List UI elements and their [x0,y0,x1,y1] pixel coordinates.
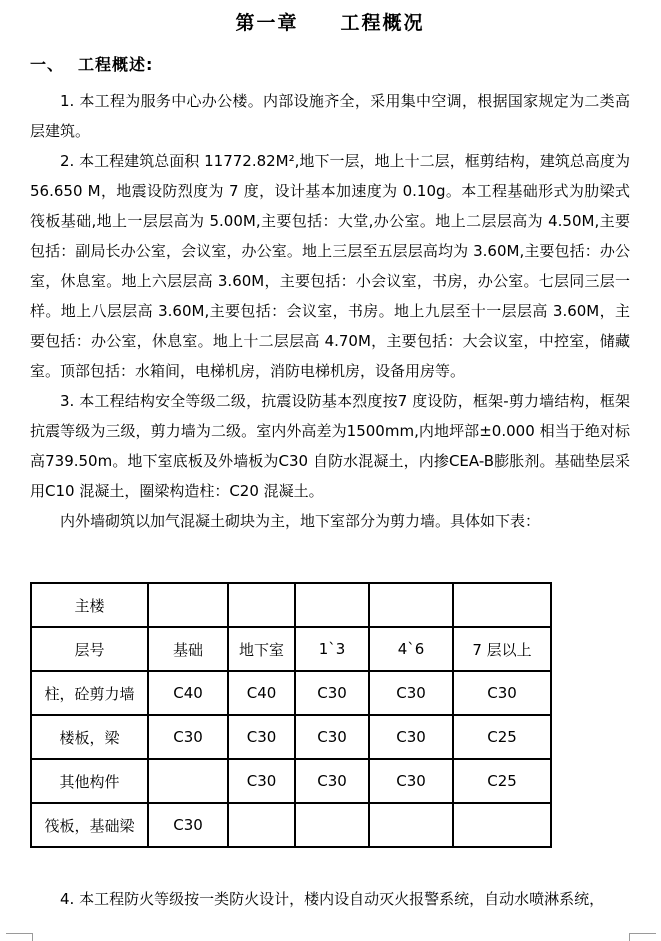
table-cell: C30 [148,715,228,759]
table-cell [228,583,295,627]
table-cell [369,583,453,627]
chapter-name: 工程概况 [340,12,425,34]
concrete-grade-table [30,582,552,848]
table-cell: 柱，砼剪力墙 [31,671,148,715]
table-cell: C30 [228,715,295,759]
paragraph-4: 内外墙砌筑以加气混凝土砌块为主，地下室部分为剪力墙。具体如下表： [60,512,541,530]
table-cell: C30 [295,671,369,715]
paragraph-3: 3. 本工程结构安全等级二级，抗震设防基本烈度按7 度设防，框架-剪力墙结构，框架抗震等级为三级，剪力墙为二级。室内外高差为1500mm,内地坪部±0.000 相当于绝对标高739.50m。地下室底板及外墙板为C30 自防水混凝土，内掺CEA-B膨胀剂。基础垫层采用C10 混凝土，圈梁构造柱：C20 混凝土。 [30,392,630,500]
table-row [31,671,551,715]
table-cell: 其他构件 [31,759,148,803]
table-cell: C30 [369,759,453,803]
table-row [31,583,551,627]
chapter-number: 第一章 [235,12,299,34]
table-row [31,627,551,671]
table-cell: C30 [148,803,228,847]
table-row [31,715,551,759]
table-cell: 楼板，梁 [31,715,148,759]
table-cell [453,583,551,627]
table-cell: 筏板，基础梁 [31,803,148,847]
table-cell [453,803,551,847]
table-cell: C30 [369,671,453,715]
table-cell: 1`3 [295,627,369,671]
table-cell: 7 层以上 [453,627,551,671]
paragraph-2: 2. 本工程建筑总面积 11772.82M²,地下一层，地上十二层，框剪结构，建筑总高度为 56.650 M，地震设防烈度为 7 度，设计基本加速度为 0.10g。本工程基础形式为肋梁式筏板基础,地上一层层高为 5.00M,主要包括：大堂,办公室。地上二层层高为 4.50M,主要包括：副局长办公室，会议室，办公室。地上三层至五层层高均为 3.60M,主要包括：办公室，休息室。地上六层层高 3.60M，主要包括：小会议室，书房，办公室。七层同三层一样。地上八层层高 3.60M,主要包括：会议室，书房。地上九层至十一层层高 3.60M，主要包括：办公室，休息室。地上十二层层高 4.70M，主要包括：大会议室，中控室，储藏室。顶部包括：水箱间，电梯机房，消防电梯机房，设备用房等。 [30,152,630,380]
table-cell [369,803,453,847]
table-cell: C30 [228,759,295,803]
table-cell: C30 [295,759,369,803]
table-cell: 基础 [148,627,228,671]
text-boundary-corner-mark-left [6,933,33,941]
document-body [30,10,630,914]
table-row [31,759,551,803]
text-boundary-corner-mark-right [629,933,656,941]
table-cell: 地下室 [228,627,295,671]
table-row [31,803,551,847]
paragraph-1: 1. 本工程为服务中心办公楼。内部设施齐全，采用集中空调，根据国家规定为二类高层建筑。 [30,92,630,140]
table-cell: C30 [453,671,551,715]
table-cell [228,803,295,847]
table-cell: C25 [453,759,551,803]
table-cell: 层号 [31,627,148,671]
table-cell: 主楼 [31,583,148,627]
table-cell [295,803,369,847]
table-cell [148,583,228,627]
table-cell [295,583,369,627]
section-heading-text: 工程概述: [78,55,154,74]
paragraph-5: 4. 本工程防火等级按一类防火设计，楼内设自动灭火报警系统，自动水喷淋系统， [60,890,605,908]
table-cell: C30 [295,715,369,759]
document-page [0,10,661,940]
section-heading [30,54,630,76]
section-number: 一、 [30,55,65,74]
table-cell: C40 [228,671,295,715]
chapter-title [30,10,630,36]
table-cell: C40 [148,671,228,715]
table-cell: C30 [369,715,453,759]
table-cell: 4`6 [369,627,453,671]
table-cell [148,759,228,803]
table-cell: C25 [453,715,551,759]
